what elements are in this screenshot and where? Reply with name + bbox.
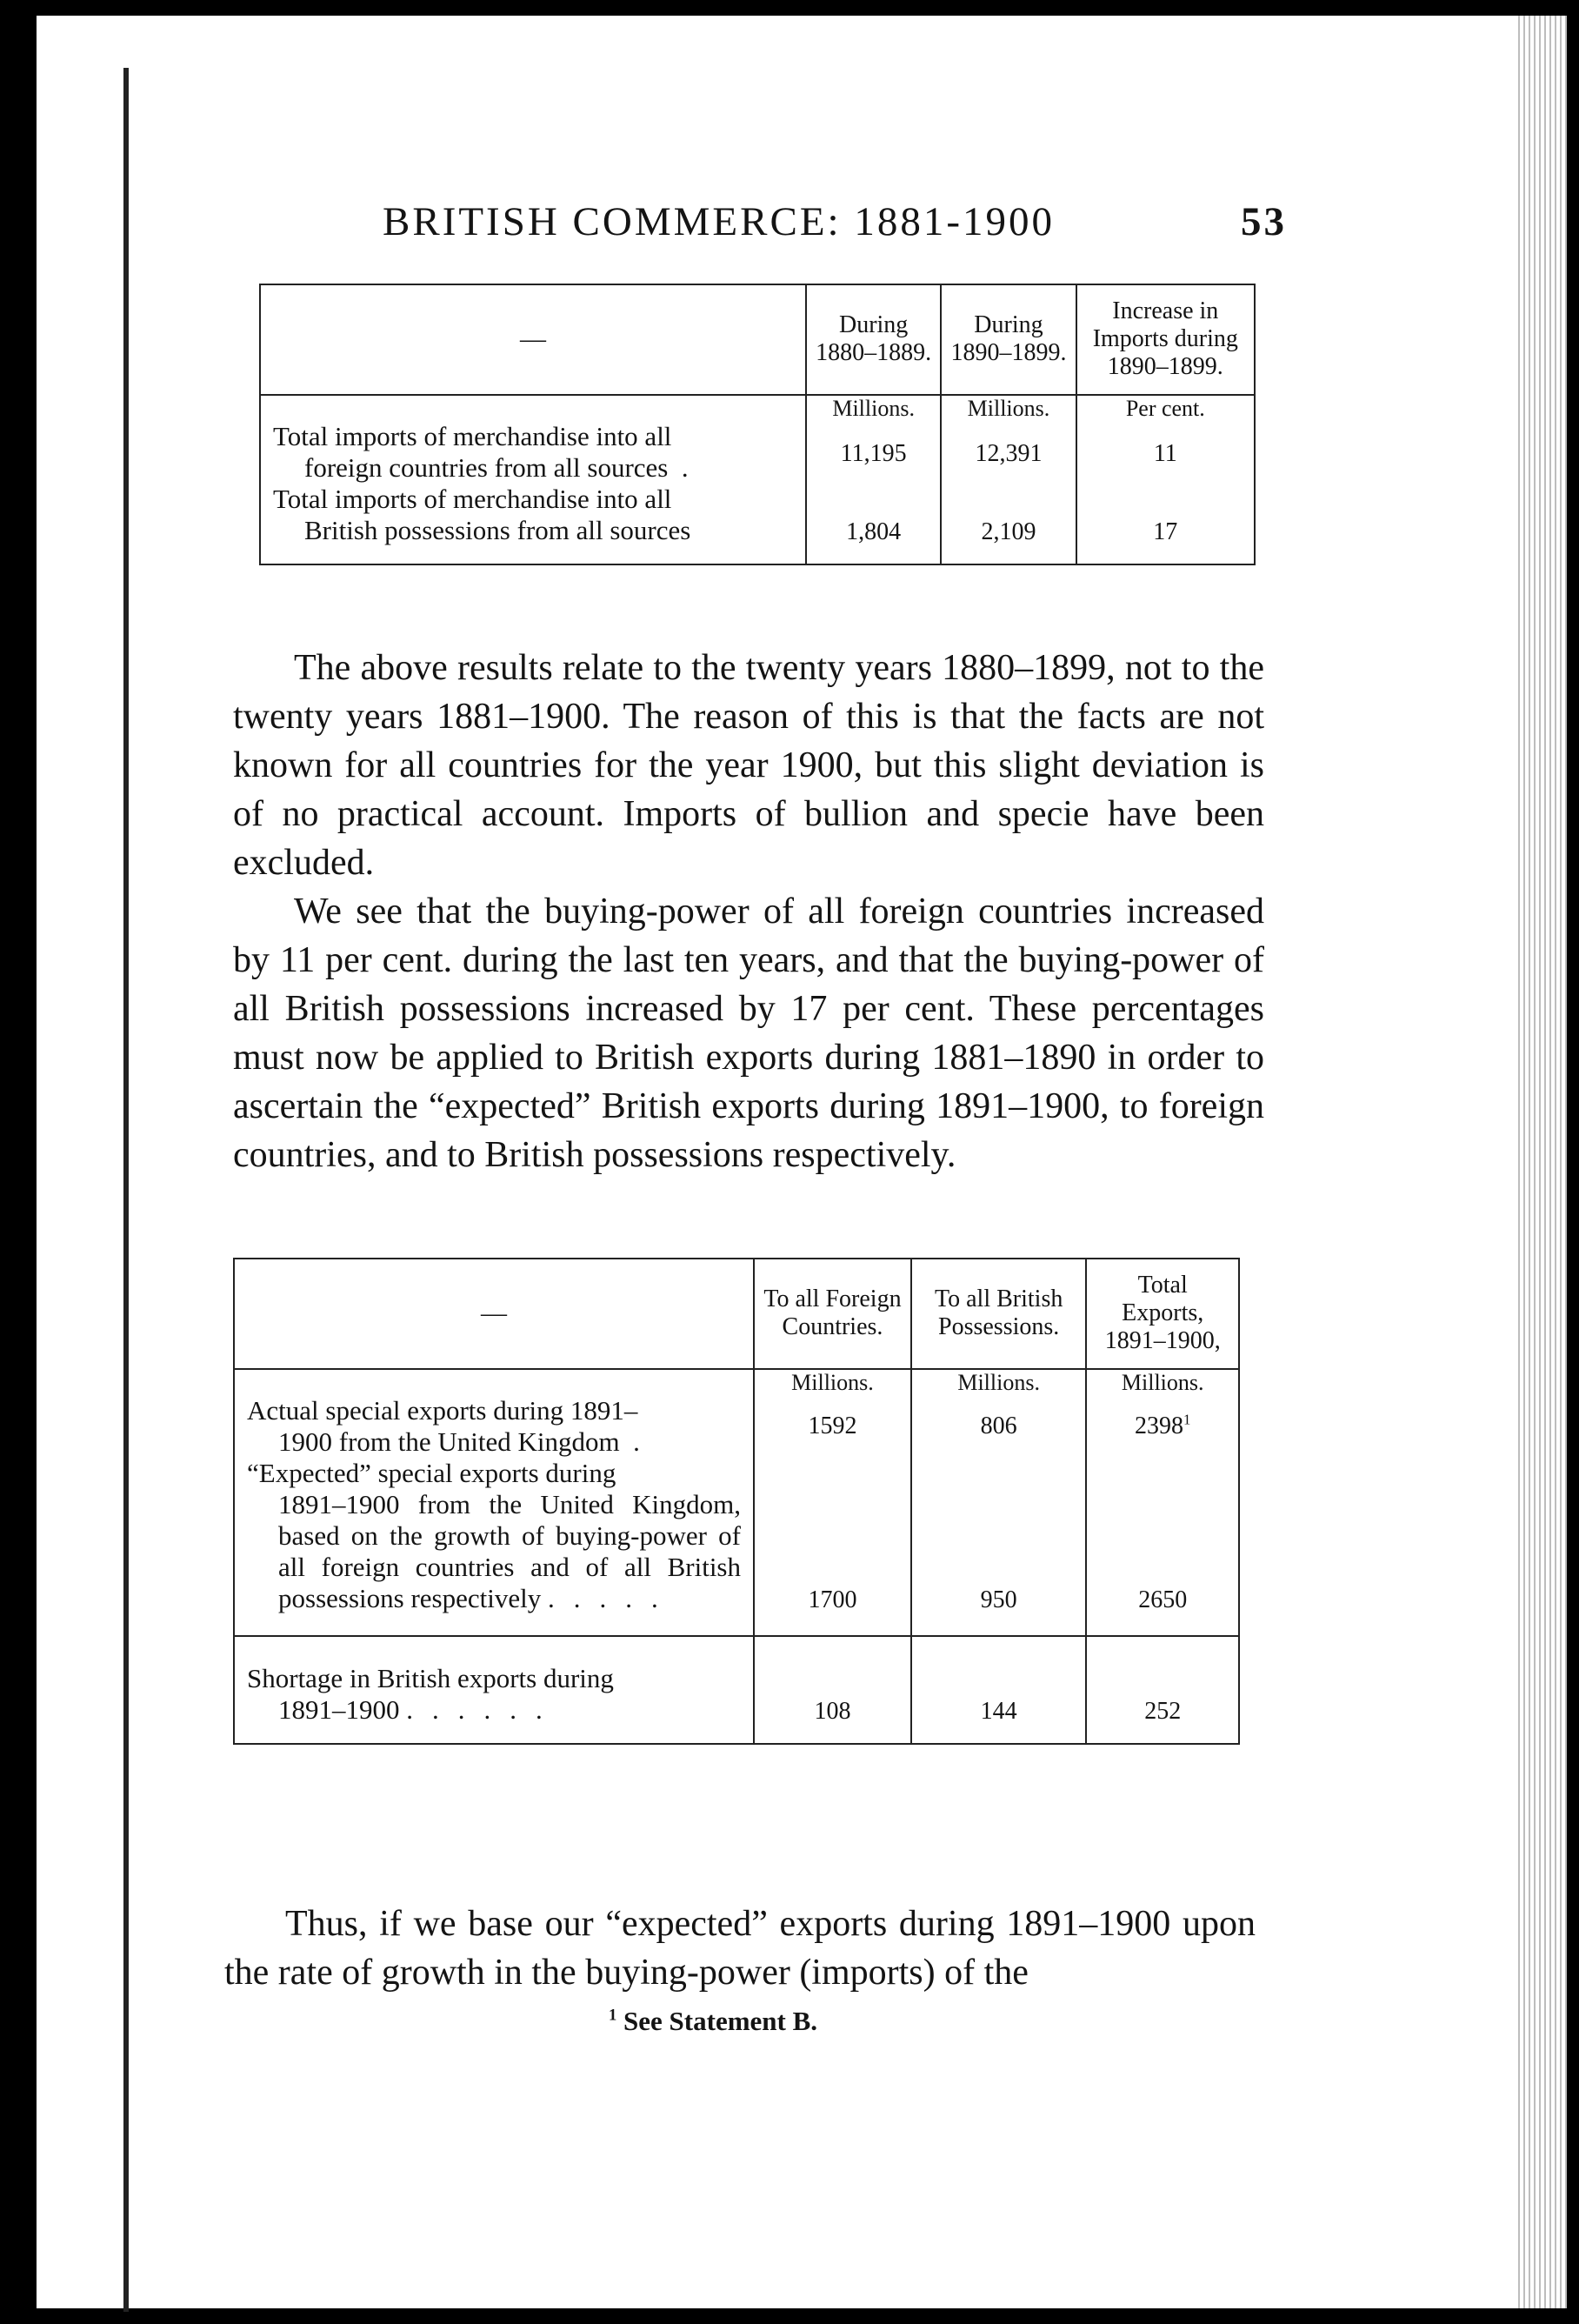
paragraph: Thus, if we base our “expected” exports during 1891–1900 upon the rate of growth in the buying-power (imports) of the <box>224 1904 1256 1993</box>
row-label-line: Total imports of merchandise into all <box>273 421 672 452</box>
footnote-text: See Statement B. <box>623 2006 818 2036</box>
page-edges <box>1515 16 1567 2308</box>
table-row <box>234 1636 1239 1744</box>
unit-label: Millions. <box>941 395 1076 422</box>
unit-row <box>234 1369 1239 1396</box>
row-label-line: Shortage in British exports during <box>247 1663 614 1694</box>
unit-stub <box>260 395 806 422</box>
value-cell: 108 <box>754 1636 911 1744</box>
value-cell: 1,804 <box>806 484 941 564</box>
row-label <box>234 1395 754 1458</box>
col-header-british: To all British Possessions. <box>911 1259 1086 1369</box>
table-row <box>260 484 1255 564</box>
row-label <box>234 1458 754 1636</box>
unit-label: Millions. <box>1086 1369 1239 1396</box>
footnote <box>609 2006 817 2037</box>
unit-row <box>260 395 1255 422</box>
value-cell: 12,391 <box>941 421 1076 484</box>
row-label-line: “Expected” special exports during <box>247 1458 616 1489</box>
unit-label: Millions. <box>754 1369 911 1396</box>
row-label-text: 1891–1900 from the United Kingdom, based on the growth of buying-power of all foreign countries and of all British possessions respectively <box>278 1489 741 1614</box>
row-label-line: foreign countries from all sources . <box>304 452 689 484</box>
row-label <box>260 421 806 484</box>
value-cell <box>1086 1395 1239 1458</box>
row-label-line: 1891–1900 from the United Kingdom, based on the growth of buying-power of all foreign countries and of all British possessions respectively ..... <box>278 1489 741 1614</box>
value-cell: 2,109 <box>941 484 1076 564</box>
row-label-line: Total imports of merchandise into all <box>273 484 672 515</box>
unit-label: Per cent. <box>1076 395 1255 422</box>
row-label-line: 1900 from the United Kingdom . <box>278 1426 640 1458</box>
value-cell: 11,195 <box>806 421 941 484</box>
row-label-text: 1900 from the United Kingdom <box>278 1426 620 1458</box>
value-cell: 1592 <box>754 1395 911 1458</box>
col-header-foreign: To all Foreign Countries. <box>754 1259 911 1369</box>
value-cell: 2650 <box>1086 1458 1239 1636</box>
table-row <box>260 421 1255 484</box>
value-cell: 11 <box>1076 421 1255 484</box>
row-label <box>234 1636 754 1744</box>
value-cell: 806 <box>911 1395 1086 1458</box>
footnote-marker: 1 <box>609 2006 617 2025</box>
row-label-text: 1891–1900 <box>278 1694 400 1726</box>
unit-label: Millions. <box>806 395 941 422</box>
row-label-line: 1891–1900 ...... <box>278 1694 562 1726</box>
body-text-continued <box>224 1900 1256 1997</box>
table-header-row <box>234 1259 1239 1369</box>
footnote-marker: 1 <box>1183 1412 1191 1429</box>
unit-stub <box>234 1369 754 1396</box>
table-row <box>234 1395 1239 1458</box>
page-spine-shadow <box>123 68 129 2312</box>
table-header-row <box>260 284 1255 395</box>
imports-table <box>259 284 1256 565</box>
col-header-total: Total Exports, 1891–1900, <box>1086 1259 1239 1369</box>
paragraph: We see that the buying-power of all foreign countries increased by 11 per cent. during the last ten years, and that the buying-power of all British possessions increased by 17 per cent. These percentages must now be applied to British exports during 1881–1890 in order to ascertain the “expected” British exports during 1891–1900, to foreign countries, and to British possessions respectively. <box>233 892 1264 1175</box>
body-text <box>233 644 1264 1179</box>
running-head-title: BRITISH COMMERCE: 1881-1900 <box>383 199 1055 244</box>
value-cell: 17 <box>1076 484 1255 564</box>
value-cell: 252 <box>1086 1636 1239 1744</box>
page-number: 53 <box>1241 199 1287 244</box>
col-header-1880-1889: During 1880–1889. <box>806 284 941 395</box>
value-text: 2398 <box>1135 1412 1183 1440</box>
value-cell: 950 <box>911 1458 1086 1636</box>
exports-table <box>233 1258 1240 1745</box>
row-label-text: foreign countries from all sources <box>304 452 669 484</box>
col-header-1890-1899: During 1890–1899. <box>941 284 1076 395</box>
unit-label: Millions. <box>911 1369 1086 1396</box>
value-cell: 1700 <box>754 1458 911 1636</box>
stub-header: — <box>234 1259 754 1369</box>
paragraph: The above results relate to the twenty years 1880–1899, not to the twenty years 1881–1900. The reason of this is that the facts are not known for all countries for the year 1900, but this slight deviation is of no practical account. Imports of bullion and specie have been excluded. <box>233 648 1264 883</box>
col-header-increase: Increase in Imports during 1890–1899. <box>1076 284 1255 395</box>
value-cell: 144 <box>911 1636 1086 1744</box>
row-label <box>260 484 806 564</box>
running-head <box>383 198 1287 250</box>
row-label-line: Actual special exports during 1891– <box>247 1395 638 1426</box>
stub-header: — <box>260 284 806 395</box>
row-label-line: British possessions from all sources <box>304 515 691 546</box>
table-row <box>234 1458 1239 1636</box>
